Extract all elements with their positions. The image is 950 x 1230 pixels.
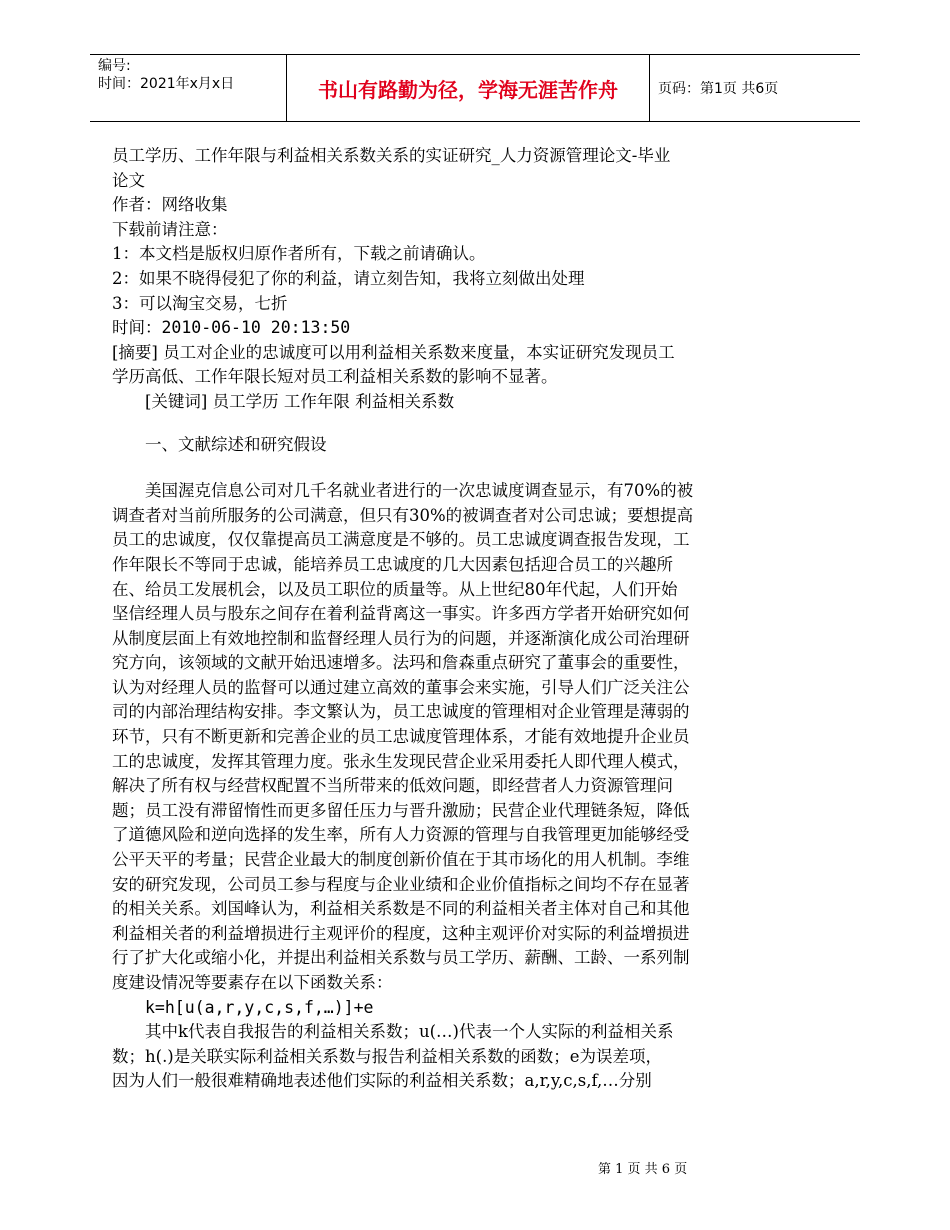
page-header (90, 54, 860, 122)
header-page-info: 页码：第1页 共6页 (658, 81, 779, 97)
paragraph-line: 环节，只有不断更新和完善企业的员工忠诚度管理体系，才能有效地提升企业员 (112, 727, 690, 747)
paragraph-line: 司的内部治理结构安排。李文繁认为，员工忠诚度的管理相对企业管理是薄弱的 (112, 702, 690, 722)
paragraph-line: 公平天平的考量；民营企业最大的制度创新价值在于其市场化的用人机制。李维 (112, 850, 690, 870)
header-meta (98, 57, 288, 93)
paragraph-line: 究方向，该领域的文献开始迅速增多。法玛和詹森重点研究了董事会的重要性， (112, 653, 690, 673)
paragraph-line: 从制度层面上有效地控制和监督经理人员行为的问题，并逐渐演化成公司治理研 (112, 628, 690, 648)
paragraph-line: 坚信经理人员与股东之间存在着利益背离这一事实。许多西方学者开始研究如何 (112, 604, 690, 624)
paragraph-line: 的相关关系。刘国峰认为，利益相关系数是不同的利益相关者主体对自己和其他 (112, 899, 690, 919)
page-footer: 第 1 页 共 6 页 (598, 1162, 688, 1177)
paragraph-line: 调查者对当前所服务的公司满意，但只有30%的被调查者对公司忠诚；要想提高 (112, 505, 694, 525)
paragraph-line: 员工的忠诚度，仅仅靠提高员工满意度是不够的。员工忠诚度调查报告发现，工 (112, 530, 690, 550)
paragraph-line: 美国渥克信息公司对几千名就业者进行的一次忠诚度调查显示，有70%的被 (145, 481, 694, 501)
paragraph-line: 度建设情况等要素存在以下函数关系： (112, 973, 393, 992)
paragraph-line: 其中k代表自我报告的利益相关系数；u(…)代表一个人实际的利益相关系 (145, 1022, 674, 1042)
paragraph-line: 利益相关者的利益增损进行主观评价的程度，这种主观评价对实际的利益增损进 (112, 923, 690, 943)
paragraph-line: 工的忠诚度，发挥其管理力度。张永生发现民营企业采用委托人即代理人模式， (112, 751, 690, 771)
paragraph-line: 在、给员工发展机会，以及员工职位的质量等。从上世纪80年代起，人们开始 (112, 579, 678, 599)
formula: k=h[u(a,r,y,c,s,f,…)]+e (145, 997, 374, 1017)
doc-author: 作者：网络收集 (112, 195, 228, 215)
paragraph-line: 安的研究发现，公司员工参与程度与企业业绩和企业价值指标之间均不存在显著 (112, 874, 690, 894)
paragraph-line: 行了扩大化或缩小化，并提出利益相关系数与员工学历、薪酬、工龄、一系列制 (112, 948, 690, 968)
paragraph-line: 了道德风险和逆向选择的发生率，所有人力资源的管理与自我管理更加能够经受 (112, 825, 690, 845)
keywords: [关键词] 员工学历 工作年限 利益相关系数 (145, 391, 455, 411)
paragraph-line: 题；员工没有滞留惰性而更多留任压力与晋升激励；民营企业代理链条短，降低 (112, 800, 690, 820)
time-label: 时间：2021年x月x日 (98, 76, 235, 92)
paragraph-line: 作年限长不等同于忠诚，能培养员工忠诚度的几大因素包括迎合员工的兴趣所 (112, 554, 673, 574)
notice-head: 下载前请注意： (112, 219, 228, 239)
doc-title-line1: 员工学历、工作年限与利益相关系数关系的实证研究_人力资源管理论文-毕业 (112, 146, 671, 165)
abstract-line1: [摘要] 员工对企业的忠诚度可以用利益相关系数来度量，本实证研究发现员工 (112, 342, 675, 362)
abstract-line2: 学历高低、工作年限长短对员工利益相关系数的影响不显著。 (112, 367, 558, 387)
notice-item-3: 3：可以淘宝交易，七折 (112, 293, 288, 313)
document-body (112, 144, 772, 1094)
notice-item-2: 2：如果不晓得侵犯了你的利益，请立刻告知，我将立刻做出处理 (112, 268, 585, 288)
doc-time: 时间：2010-06-10 20:13:50 (112, 318, 351, 338)
notice-item-1: 1：本文档是版权归原作者所有，下载之前请确认。 (112, 244, 486, 264)
section-heading: 一、文献综述和研究假设 (145, 434, 327, 454)
header-motto: 书山有路勤为径，学海无涯苦作舟 (286, 55, 650, 121)
paragraph-1 (112, 479, 772, 995)
paragraph-line: 认为对经理人员的监督可以通过建立高效的董事会来实施，引导人们广泛关注公 (112, 677, 690, 697)
paragraph-2 (112, 1020, 772, 1094)
paragraph-line: 解决了所有权与经营权配置不当所带来的低效问题，即经营者人力资源管理问 (112, 776, 673, 796)
doc-title-line2: 论文 (112, 170, 145, 190)
paragraph-line: 数；h(.)是关联实际利益相关系数与报告利益相关系数的函数；e为误差项， (112, 1046, 663, 1066)
paragraph-line: 因为人们一般很难精确地表述他们实际的利益相关系数；a,r,y,c,s,f,…分别 (112, 1071, 652, 1091)
number-label: 编号: (98, 58, 131, 74)
